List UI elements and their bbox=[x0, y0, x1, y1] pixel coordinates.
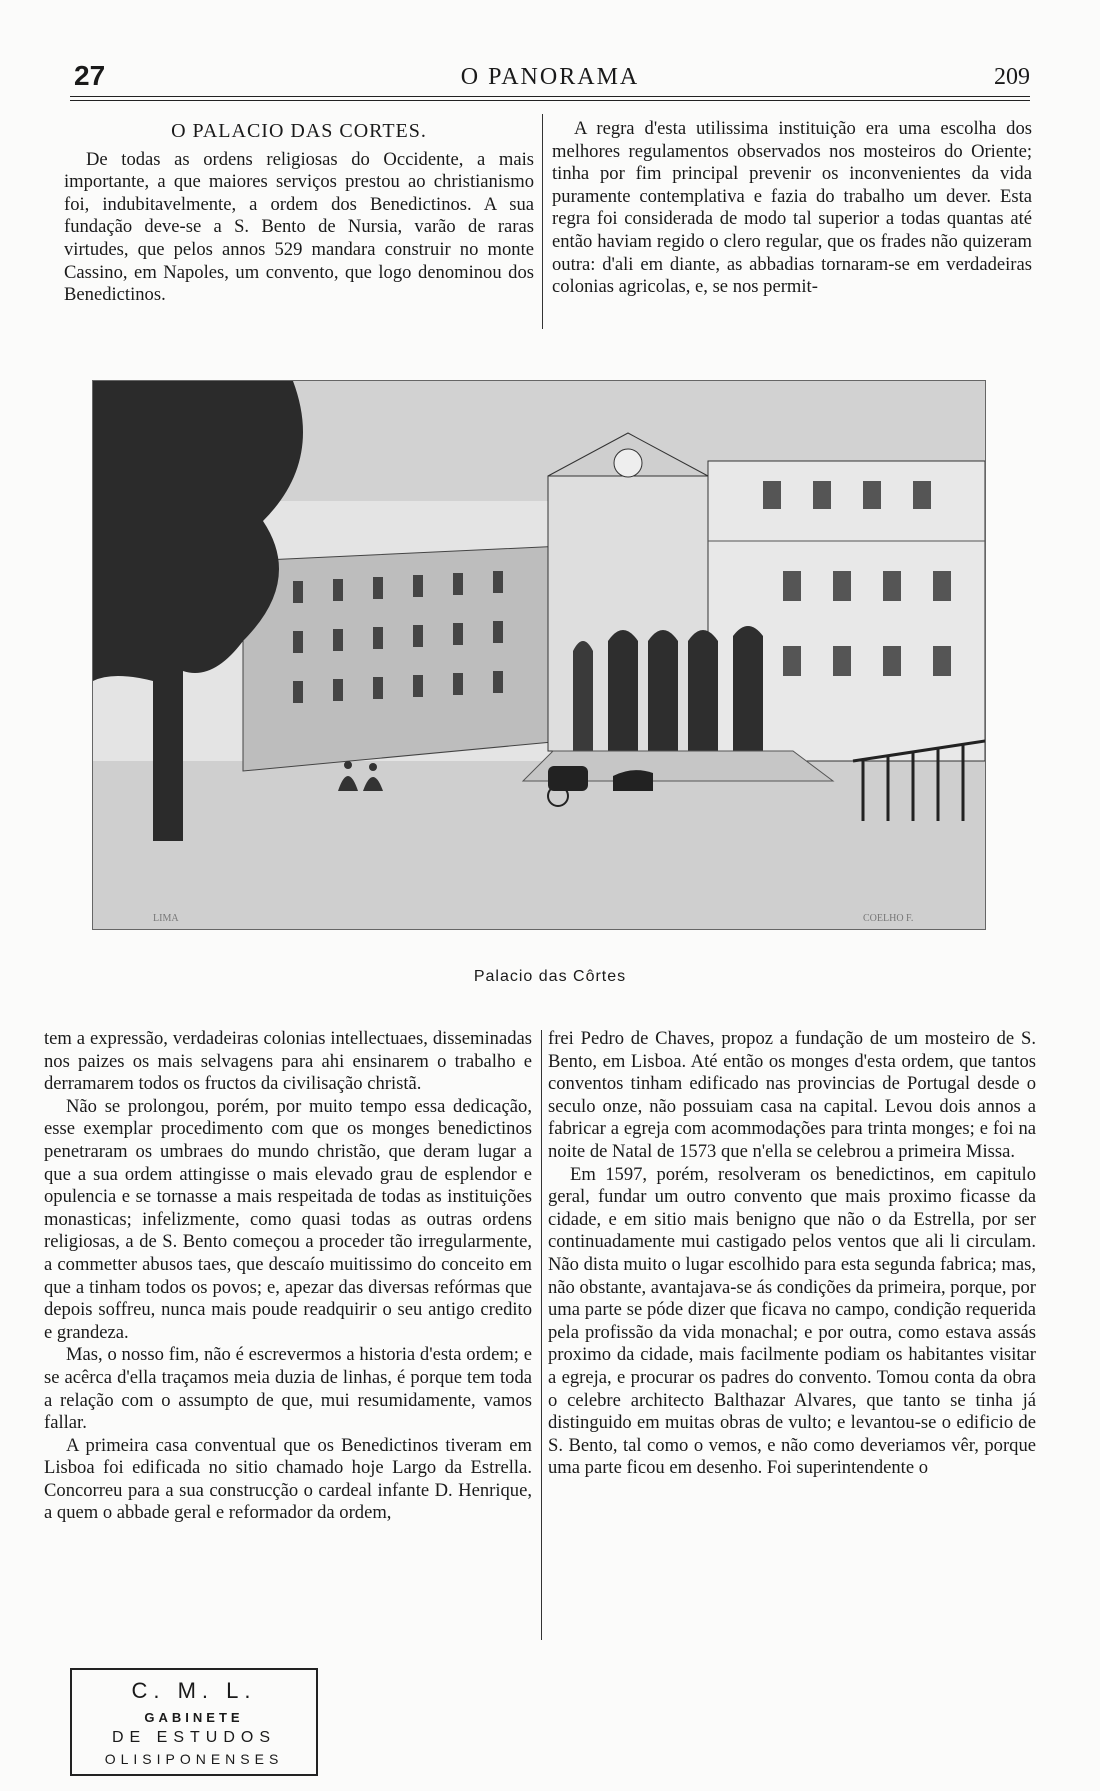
article-title: O PALACIO DAS CORTES. bbox=[171, 120, 427, 142]
engraving-palacio-das-cortes bbox=[92, 380, 986, 930]
top-right-column bbox=[552, 118, 1032, 299]
bottom-left-column bbox=[44, 1028, 532, 1525]
bottom-right-column bbox=[548, 1028, 1036, 1480]
journal-title: O PANORAMA bbox=[460, 64, 640, 90]
article-paragraph: Mas, o nosso fim, não é escrevermos a historia d'esta ordem; e se acêrca d'ella traçamos meia duzia de linhas, é porque tem toda a relação com o assumpto de que, mui resumidamente, vamos fallar. bbox=[44, 1344, 532, 1434]
engraver-signature-right: COELHO F. bbox=[863, 913, 914, 924]
article-paragraph: frei Pedro de Chaves, propoz a fundação de um mosteiro de S. Bento, em Lisboa. Até então os monges d'esta ordem, que tantos conventos tinham edificado nas provincias de Portugal desde o seculo onze, não possuiam casa na capital. Levou dois annos a fabricar a egreja com acommodações para trinta monges; e foi na noite de Natal de 1573 que n'ella se celebrou a primeira Missa. bbox=[548, 1028, 1036, 1162]
column-separator bbox=[541, 1030, 542, 1640]
page-number-right: 209 bbox=[994, 64, 1030, 90]
stamp-line: GABINETE bbox=[144, 1710, 244, 1725]
article-paragraph: A primeira casa conventual que os Benedictinos tiveram em Lisboa foi edificada no sitio chamado hoje Largo da Estrella. Concorreu para a sua construcção o cardeal infante D. Henrique, a quem o abbade geral e reformador da ordem, bbox=[44, 1434, 532, 1524]
stamp-line: C. M. L. bbox=[131, 1678, 257, 1703]
engraving-illustration bbox=[93, 381, 985, 929]
article-paragraph: Em 1597, porém, resolveram os benedictinos, em capitulo geral, fundar um outro convento que mais proximo ficasse da cidade, e em sitio mais benigno que não o da Estrella, por ser continuadamente mui castigado pelos ventos que ali li circulam. Não dista muito o lugar escolhido para esta segunda fabrica; mas, não obstante, avantajava-se ás condições da primeira, porque, por uma parte se póde dizer que ficava no campo, condição requerida pela profissão da vida monachal; e por outra, como estava assás proximo da cidade, mais facilmente podiam os habitantes visitar a egreja, e procurar os padres do convento. Tomou conta da obra o celebre architecto Balthazar Alvares, que tanto se tinha já distinguido em muitas obras de vulto; e levantou-se o edificio de S. Bento, tal como o vemos, e não como deveriamos vêr, porque uma parte ficou em desenho. Foi superintendente o bbox=[548, 1163, 1036, 1479]
article-paragraph: A regra d'esta utilissima instituição era uma escolha dos melhores regulamentos observados nos mosteiros do Oriente; tinha por fim principal prevenir os inconvenientes da vida puramente contemplativa e fazia do trabalho um dever. Esta regra foi considerada de modo tal superior a todas quantas até então haviam regido o clero regular, que os frades não quizeram outra: d'ali em diante, as abbadias tornaram-se em verdadeiras colonias agricolas, e, se nos permit- bbox=[552, 118, 1032, 298]
column-separator bbox=[542, 114, 543, 329]
header-rule-double bbox=[70, 100, 1030, 101]
article-paragraph: Não se prolongou, porém, por muito tempo essa dedicação, esse exemplar procedimento com que os monges benedictinos penetraram os umbraes do mundo christão, que deram lugar a que a sua ordem attingisse o mais elevado grau de esplendor e opulencia e se tornasse a mais respeitada de todas as instituições monasticas; infelizmente, como quasi todas as outras ordens religiosas, a de S. Bento começou a proceder tão irregularmente, a commetter abusos taes, que descaío muitissimo do conceito em que a tinham todos os povos; e, apezar das diversas refórmas que depois soffreu, nunca mais poude readquirir o seu antigo credito e grandeza. bbox=[44, 1095, 532, 1343]
stamp-line: OLISIPONENSES bbox=[104, 1751, 284, 1767]
engraver-signature-left: LIMA bbox=[153, 913, 179, 924]
top-left-column bbox=[64, 118, 534, 307]
page-header bbox=[70, 60, 1030, 100]
article-paragraph: De todas as ordens religiosas do Occidente, a mais importante, a que maiores serviços prestou ao christianismo foi, indubitavelmente, a ordem dos Benedictinos. A sua fundação deve-se a S. Bento de Nursia, varão de raras virtudes, que pelos annos 529 mandara construir no monte Cassino, em Napoles, um convento, que logo denominou dos Benedictinos. bbox=[64, 148, 534, 306]
page-number-left: 27 bbox=[74, 60, 106, 91]
article-paragraph: tem a expressão, verdadeiras colonias intellectuaes, disseminadas nos paizes os mais selvagens para ahi ensinarem o trabalho e derramarem todos os fructos da civilisação christã. bbox=[44, 1028, 532, 1095]
library-stamp bbox=[70, 1668, 318, 1776]
header-rule bbox=[70, 96, 1030, 97]
stamp-line: DE ESTUDOS bbox=[111, 1729, 276, 1746]
figure-caption: Palacio das Côrtes bbox=[473, 968, 627, 985]
